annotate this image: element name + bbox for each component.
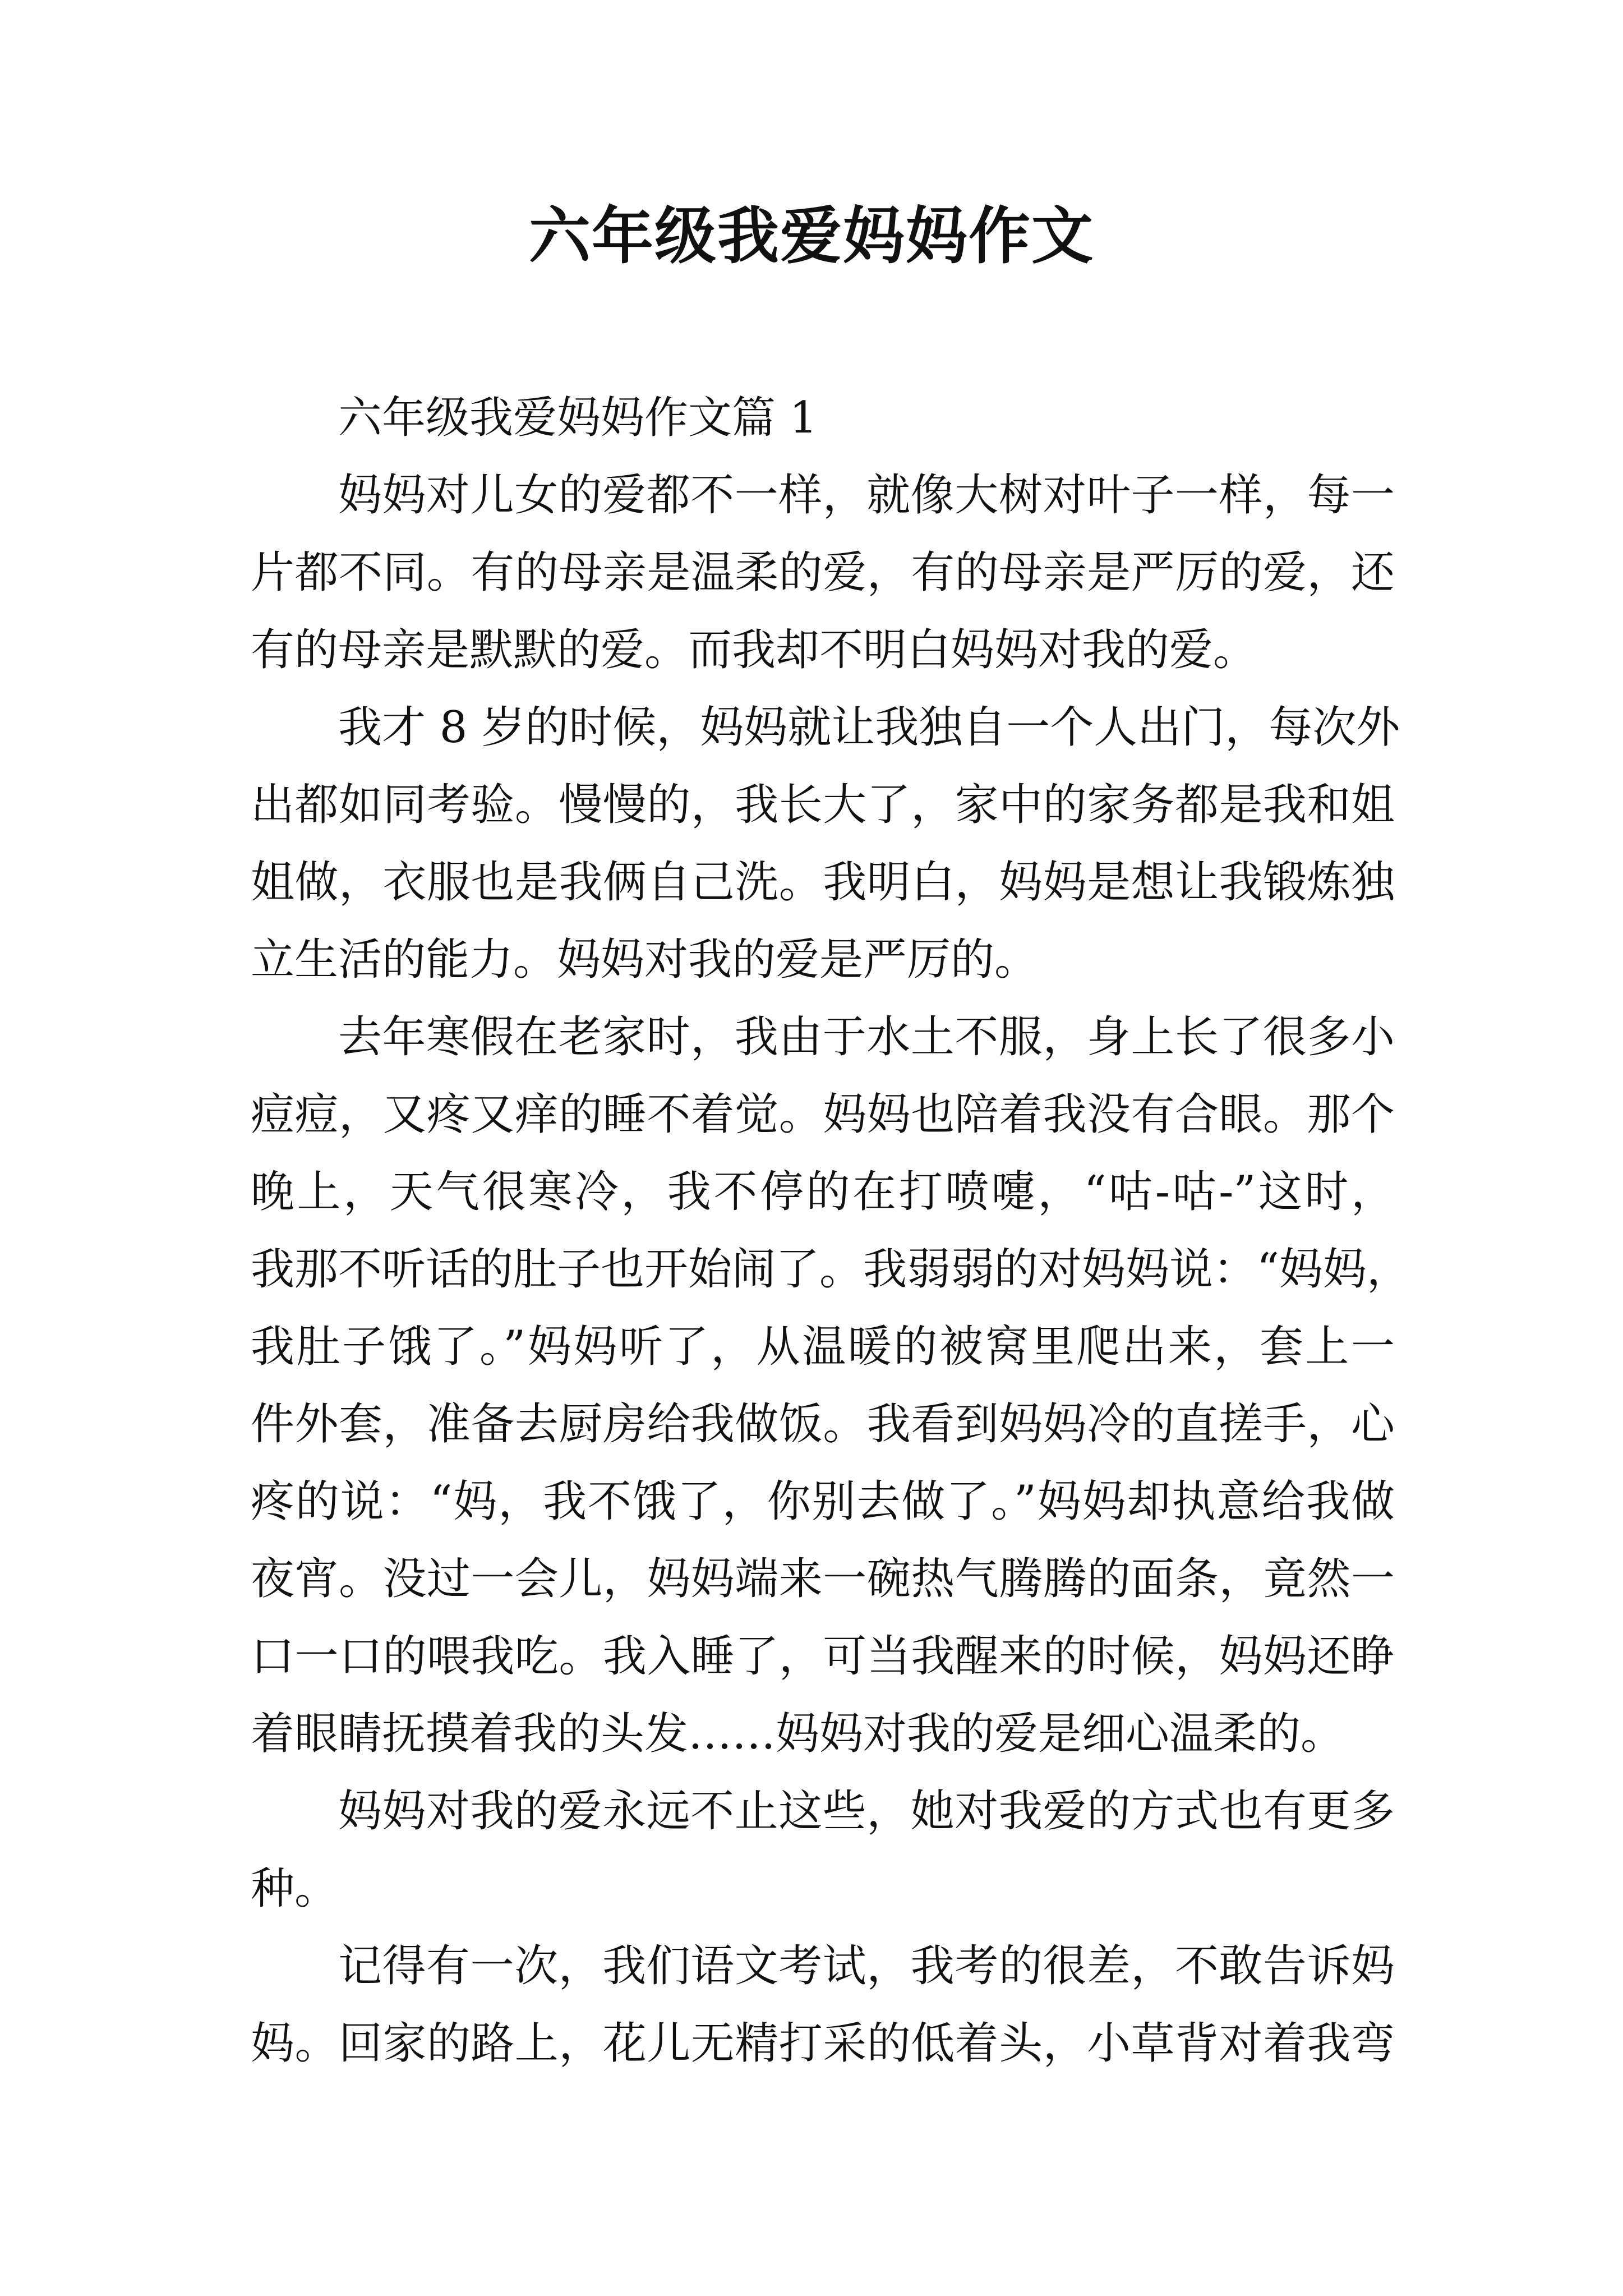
paragraph-line: 我肚子饿了。”妈妈听了，从温暖的被窝里爬出来，套上一 <box>251 1322 1395 1372</box>
paragraph-line: 姐做，衣服也是我俩自己洗。我明白，妈妈是想让我锻炼独 <box>251 857 1395 908</box>
paragraph-line: 夜宵。没过一会儿，妈妈端来一碗热气腾腾的面条，竟然一 <box>251 1554 1395 1604</box>
section-heading: 六年级我爱妈妈作文篇 1 <box>338 393 818 443</box>
paragraph-line: 妈妈对儿女的爱都不一样，就像大树对叶子一样，每一 <box>338 470 1395 521</box>
paragraph-line: 去年寒假在老家时，我由于水土不服，身上长了很多小 <box>338 1012 1395 1062</box>
paragraph-line: 我才 8 岁的时候，妈妈就让我独自一个人出门，每次外 <box>338 702 1400 753</box>
paragraph <box>251 1927 1395 2082</box>
paragraph-line: 疼的说：“妈，我不饿了，你别去做了。”妈妈却执意给我做 <box>251 1476 1395 1527</box>
paragraph-line: 记得有一次，我们语文考试，我考的很差，不敢告诉妈 <box>338 1941 1395 1991</box>
paragraph-line: 口一口的喂我吃。我入睡了，可当我醒来的时候，妈妈还睁 <box>251 1631 1395 1682</box>
paragraph <box>251 999 1410 1773</box>
paragraph <box>251 689 1400 999</box>
paragraph-line: 种。 <box>251 1864 339 1914</box>
paragraph-line: 晚上，天气很寒冷，我不停的在打喷嚏，“咕-咕-”这时， <box>251 1167 1395 1217</box>
paragraph-line: 妈妈对我的爱永远不止这些，她对我爱的方式也有更多 <box>338 1786 1395 1837</box>
paragraph-line: 件外套，准备去厨房给我做饭。我看到妈妈冷的直搓手，心 <box>251 1399 1395 1450</box>
paragraph <box>251 457 1395 689</box>
paragraph-line: 片都不同。有的母亲是温柔的爱，有的母亲是严厉的爱，还 <box>251 547 1395 598</box>
paragraph <box>251 1773 1395 1927</box>
page-title: 六年级我爱妈妈作文 <box>529 200 1094 272</box>
paragraph-line: 出都如同考验。慢慢的，我长大了，家中的家务都是我和姐 <box>251 780 1395 830</box>
paragraph-line: 有的母亲是默默的爱。而我却不明白妈妈对我的爱。 <box>251 625 1257 675</box>
essay-body <box>251 379 1410 2082</box>
paragraph-line: 妈。回家的路上，花儿无精打采的低着头，小草背对着我弯 <box>251 2018 1395 2069</box>
paragraph-line: 痘痘，又疼又痒的睡不着觉。妈妈也陪着我没有合眼。那个 <box>251 1089 1395 1140</box>
paragraph-line: 着眼睛抚摸着我的头发……妈妈对我的爱是细心温柔的。 <box>251 1709 1345 1759</box>
paragraph-line: 我那不听话的肚子也开始闹了。我弱弱的对妈妈说：“妈妈， <box>251 1244 1410 1295</box>
paragraph-line: 立生活的能力。妈妈对我的爱是严厉的。 <box>251 935 1039 985</box>
